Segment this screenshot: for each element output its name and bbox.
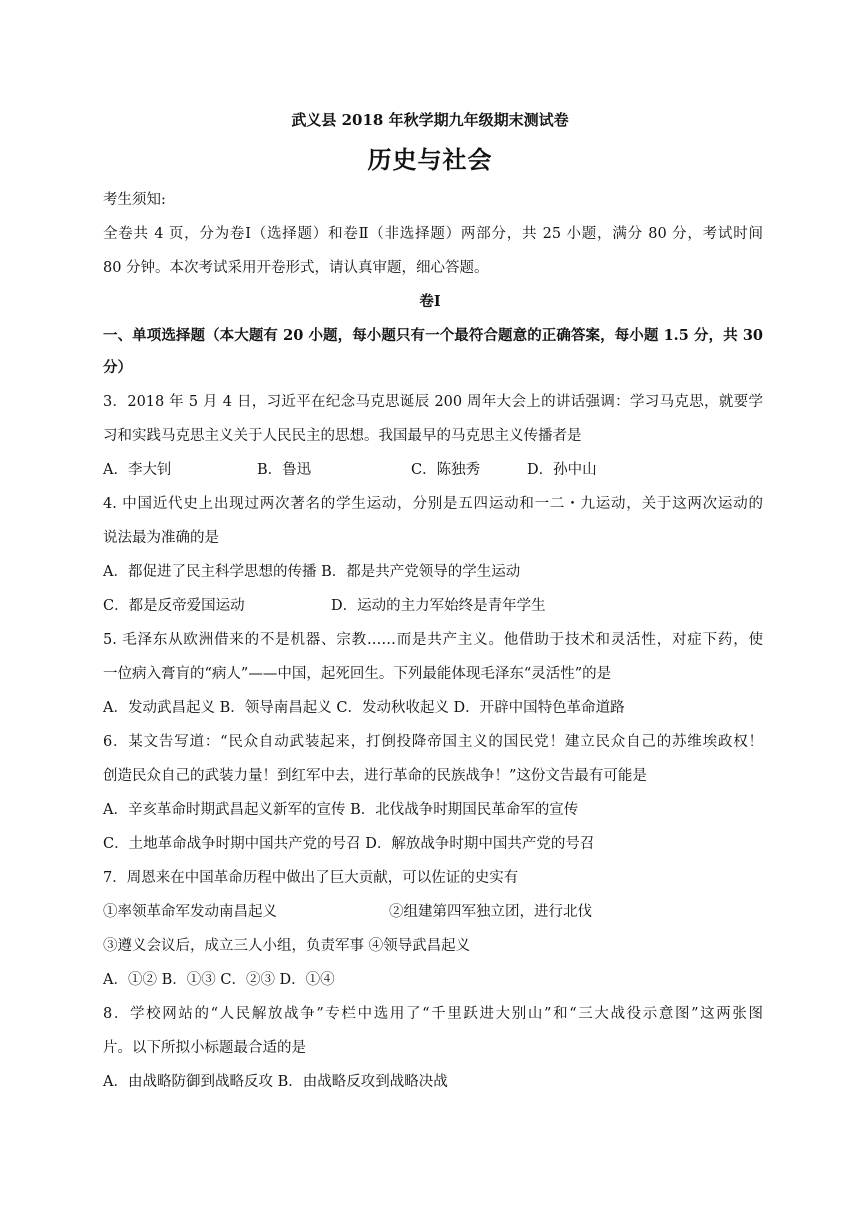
question-8-line-2: 片。以下所拟小标题最合适的是	[103, 1040, 306, 1056]
question-7-line-1: 7．周恩来在中国革命历程中做出了巨大贡献，可以佐证的史实有	[103, 870, 519, 886]
volume-heading: 卷Ⅰ	[419, 293, 441, 310]
question-6-line-1: 6．某文告写道：“民众自动武装起来，打倒投降帝国主义的国民党！建立民众自己的苏维埃政权！	[103, 734, 763, 750]
section-heading-line-2: 分）	[103, 359, 132, 376]
question-4-options-cd	[103, 596, 763, 618]
question-6-options-ab: A．辛亥革命时期武昌起义新军的宣传 B．北伐战争时期国民革命军的宣传	[103, 802, 579, 818]
question-7-options: A．①② B．①③ C．②③ D．①④	[103, 972, 335, 988]
exam-title: 历史与社会	[367, 145, 493, 174]
question-4-line-1: 4. 中国近代史上出现过两次著名的学生运动，分别是五四运动和一二・九运动，关于这两次运动的	[103, 496, 763, 512]
question-6-line-2: 创造民众自己的武装力量！到红军中去，进行革命的民族战争！”这份文告最有可能是	[103, 768, 647, 784]
question-8-line-1: 8．学校网站的“人民解放战争”专栏中选用了“千里跃进大别山”和“三大战役示意图”这两张图	[103, 1006, 763, 1022]
notice-label: 考生须知:	[103, 192, 166, 208]
question-7-item-1: ①率领革命军发动南昌起义	[103, 904, 277, 920]
question-7-items-12	[103, 902, 763, 924]
question-6-options-cd: C．土地革命战争时期中国共产党的号召 D．解放战争时期中国共产党的号召	[103, 836, 595, 852]
exam-subtitle: 武义县 2018 年秋学期九年级期末测试卷	[291, 111, 569, 129]
question-3-option-d: D．孙中山	[527, 462, 597, 478]
question-7-items-34: ③遵义会议后，成立三人小组，负责军事 ④领导武昌起义	[103, 938, 471, 954]
question-5-options: A．发动武昌起义 B．领导南昌起义 C．发动秋收起义 D．开辟中国特色革命道路	[103, 700, 625, 716]
question-8-options-ab: A．由战略防御到战略反攻 B．由战略反攻到战略决战	[103, 1074, 448, 1090]
question-3-line-1: 3．2018 年 5 月 4 日，习近平在纪念马克思诞辰 200 周年大会上的讲话强调：学习马克思，就要学	[103, 394, 763, 410]
question-4-line-2: 说法最为准确的是	[103, 530, 219, 546]
question-7-item-2: ②组建第四军独立团，进行北伐	[389, 904, 592, 920]
question-5-line-2: 一位病入膏肓的“病人”——中国，起死回生。下列最能体现毛泽东“灵活性”的是	[103, 666, 612, 682]
question-3-options	[103, 460, 763, 482]
notice-line-1: 全卷共 4 页，分为卷Ⅰ（选择题）和卷Ⅱ（非选择题）两部分，共 25 小题，满分 80 分，考试时间	[103, 226, 763, 242]
question-3-option-b: B．鲁迅	[257, 462, 312, 478]
notice-line-2: 80 分钟。本次考试采用开卷形式，请认真审题，细心答题。	[103, 260, 489, 276]
question-4-option-d: D．运动的主力军始终是青年学生	[331, 598, 546, 614]
question-4-option-c: C．都是反帝爱国运动	[103, 598, 245, 614]
question-4-options-ab: A．都促进了民主科学思想的传播 B．都是共产党领导的学生运动	[103, 564, 521, 580]
question-3-option-a: A．李大钊	[103, 462, 172, 478]
question-3-line-2: 习和实践马克思主义关于人民民主的思想。我国最早的马克思主义传播者是	[103, 428, 582, 444]
section-heading-line-1: 一、单项选择题（本大题有 20 小题，每小题只有一个最符合题意的正确答案，每小题 1.5 分，共 30	[103, 327, 763, 344]
question-5-line-1: 5. 毛泽东从欧洲借来的不是机器、宗教……而是共产主义。他借助于技术和灵活性，对症下药，使	[103, 632, 763, 648]
question-3-option-c: C．陈独秀	[411, 462, 481, 478]
